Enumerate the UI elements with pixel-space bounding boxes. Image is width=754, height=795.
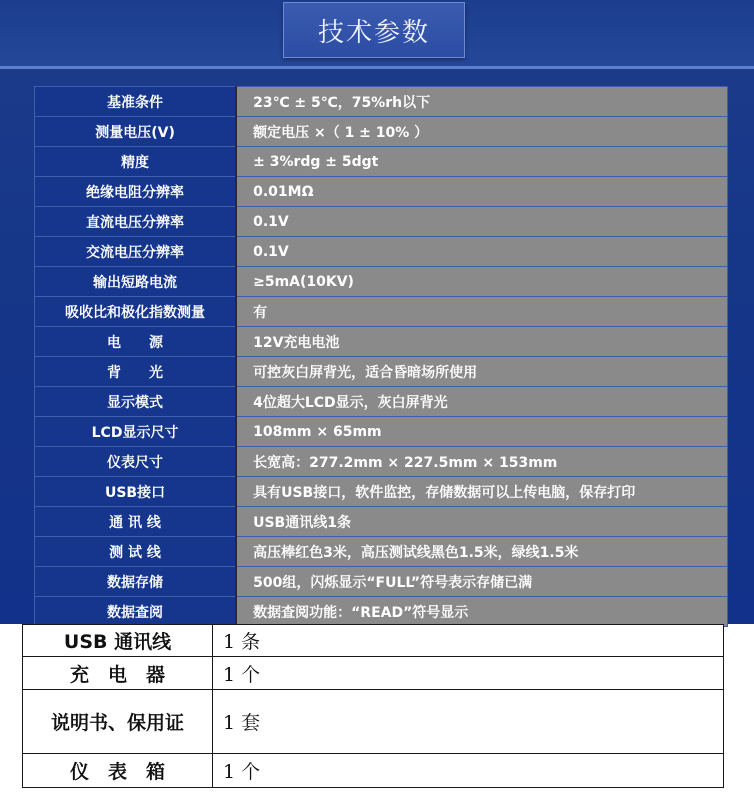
accessory-label: 说明书、保用证 — [23, 690, 213, 754]
accessory-label: 仪 表 箱 — [23, 754, 213, 788]
spec-value: ≥5mA(10KV) — [236, 267, 727, 297]
accessory-value: 1 个 — [213, 657, 724, 690]
spec-value: 0.01MΩ — [236, 177, 727, 207]
spec-row — [35, 417, 728, 447]
spec-value: 高压棒红色3米，高压测试线黑色1.5米，绿线1.5米 — [236, 537, 727, 567]
spec-value: 具有USB接口，软件监控，存储数据可以上传电脑，保存打印 — [236, 477, 727, 507]
page-title: 技术参数 — [317, 17, 430, 48]
spec-row — [35, 447, 728, 477]
spec-row — [35, 147, 728, 177]
spec-row — [35, 237, 728, 267]
spec-value: 0.1V — [236, 207, 727, 237]
spec-row — [35, 87, 728, 117]
spec-value: 有 — [236, 297, 727, 327]
accessory-value: 1 套 — [213, 690, 724, 754]
spec-label: 背 光 — [35, 357, 237, 387]
spec-value: 额定电压 ×（ 1 ± 10% ） — [236, 117, 727, 147]
spec-label: 输出短路电流 — [35, 267, 237, 297]
spec-value: 108mm × 65mm — [236, 417, 727, 447]
spec-value: ± 3%rdg ± 5dgt — [236, 147, 727, 177]
spec-row — [35, 327, 728, 357]
spec-label: 数据查阅 — [35, 597, 237, 627]
spec-value: 4位超大LCD显示，灰白屏背光 — [236, 387, 727, 417]
accessory-row — [23, 754, 724, 788]
accessory-label: 充 电 器 — [23, 657, 213, 690]
spec-label: 交流电压分辨率 — [35, 237, 237, 267]
spec-value: 12V充电电池 — [236, 327, 727, 357]
accessories-table — [22, 624, 724, 788]
spec-label: 仪表尺寸 — [35, 447, 237, 477]
spec-row — [35, 507, 728, 537]
spec-row — [35, 567, 728, 597]
spec-label: 吸收比和极化指数测量 — [35, 297, 237, 327]
spec-label: 电 源 — [35, 327, 237, 357]
spec-label: 通 讯 线 — [35, 507, 237, 537]
title-box — [283, 2, 465, 58]
spec-value: USB通讯线1条 — [236, 507, 727, 537]
header-divider — [0, 66, 754, 69]
spec-value: 数据查阅功能：“READ”符号显示 — [236, 597, 727, 627]
spec-label: 数据存储 — [35, 567, 237, 597]
spec-label: 绝缘电阻分辨率 — [35, 177, 237, 207]
spec-value: 可控灰白屏背光，适合昏暗场所使用 — [236, 357, 727, 387]
spec-row — [35, 597, 728, 627]
spec-row — [35, 267, 728, 297]
spec-row — [35, 357, 728, 387]
spec-value: 23℃ ± 5℃，75%rh以下 — [236, 87, 727, 117]
accessory-value: 1 条 — [213, 625, 724, 657]
spec-value: 长宽高：277.2mm × 227.5mm × 153mm — [236, 447, 727, 477]
spec-value: 0.1V — [236, 237, 727, 267]
spec-row — [35, 117, 728, 147]
accessory-row — [23, 657, 724, 690]
spec-row — [35, 177, 728, 207]
spec-label: 直流电压分辨率 — [35, 207, 237, 237]
spec-label: 测 试 线 — [35, 537, 237, 567]
spec-row — [35, 477, 728, 507]
spec-table — [34, 86, 728, 627]
spec-row — [35, 537, 728, 567]
spec-label: 基准条件 — [35, 87, 237, 117]
spec-row — [35, 387, 728, 417]
spec-label: 测量电压(V) — [35, 117, 237, 147]
spec-value: 500组，闪烁显示“FULL”符号表示存储已满 — [236, 567, 727, 597]
spec-label: 精度 — [35, 147, 237, 177]
spec-label: 显示模式 — [35, 387, 237, 417]
accessory-row — [23, 625, 724, 657]
accessory-label: USB 通讯线 — [23, 625, 213, 657]
spec-row — [35, 297, 728, 327]
accessory-value: 1 个 — [213, 754, 724, 788]
spec-label: LCD显示尺寸 — [35, 417, 237, 447]
accessory-row — [23, 690, 724, 754]
spec-label: USB接口 — [35, 477, 237, 507]
spec-row — [35, 207, 728, 237]
